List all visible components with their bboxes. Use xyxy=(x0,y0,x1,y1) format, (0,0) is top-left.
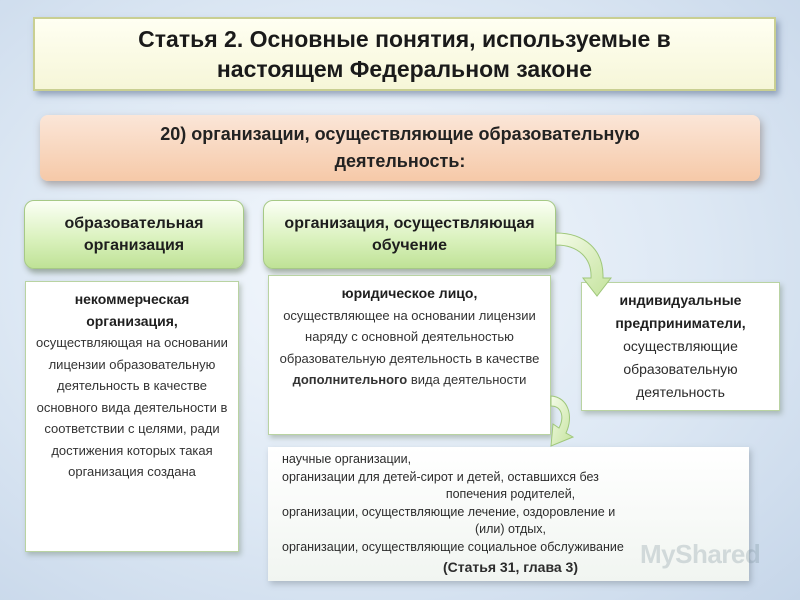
entrepreneurs-term: индивидуальные предприниматели, xyxy=(615,292,746,331)
slide-title: Статья 2. Основные понятия, используемые в настоящем Федеральном законе xyxy=(33,17,776,91)
legal-entity-text-c: вида деятельности xyxy=(410,372,527,387)
definition-heading: 20) организации, осуществляющие образовательную деятельность: xyxy=(40,115,760,181)
legal-entity-term: юридическое лицо, xyxy=(341,285,478,301)
curved-arrow-icon xyxy=(556,233,611,296)
legal-entity-text-a: осуществляющее на основании лицензии наряду с основной деятельностью образовательную деятельность в качестве xyxy=(279,307,540,366)
legal-entity-additional: дополнительного xyxy=(292,372,408,387)
curved-arrow-icon xyxy=(551,396,573,446)
entrepreneurs-text: осуществляющие образовательную деятельность xyxy=(623,338,738,400)
training-org-header: организация, осуществляющая обучение xyxy=(263,200,556,269)
watermark-logo: MyShared xyxy=(640,539,761,569)
orgs-line-5: (или) отдых, xyxy=(474,522,547,536)
orgs-line-3: попечения родителей, xyxy=(445,487,576,501)
article-reference: (Статья 31, глава 3) xyxy=(443,559,578,575)
orgs-line-6: организации, осуществляющие социальное обслуживание xyxy=(282,539,624,554)
edu-org-header: образовательная организация xyxy=(24,200,244,269)
nonprofit-text: осуществляющая на основании лицензии образовательную деятельность в качестве основного вида деятельности в соответствии с целями, ради достижения которых такая организация создана xyxy=(36,335,228,479)
orgs-line-1: научные организации, xyxy=(282,452,412,466)
orgs-line-4: организации, осуществляющие лечение, оздоровление и xyxy=(282,504,616,519)
orgs-line-2: организации для детей-сирот и детей, оставшихся без xyxy=(282,469,599,484)
nonprofit-term: некоммерческая организация, xyxy=(74,291,190,329)
